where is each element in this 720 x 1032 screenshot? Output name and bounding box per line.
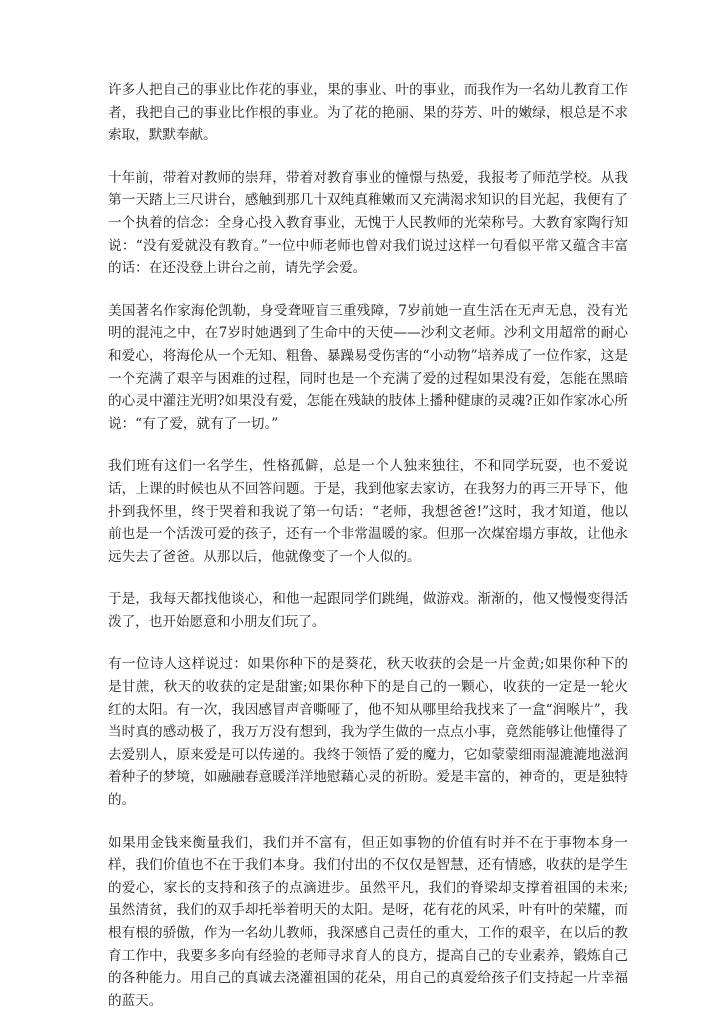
- paragraph-5: 于是，我每天都找他谈心，和他一起跟同学们跳绳，做游戏。渐渐的，他又慢慢变得活泼了，也开始愿意和小朋友们玩了。: [108, 591, 628, 630]
- paragraph-6: 有一位诗人这样说过：如果你种下的是葵花，秋天收获的会是一片金黄;如果你种下的是甘蔗，秋天的收获的定是甜蜜;如果你种下的是自己的一颗心，收获的一定是一轮火红的太阳。有一次，我因感冒声音嘶哑了，他不知从哪里给我找来了一盒“润喉片”，我当时真的感动极了，我万万没有想到，我为学生做的一点点小事，竟然能够让他懂得了去爱别人，原来爱是可以传递的。我终于领悟了爱的魔力，它如蒙蒙细雨湿漉漉地滋润着种子的梦境，如融融春意暖洋洋地慰藉心灵的祈盼。爱是丰富的，神奇的，更是独特的。: [108, 656, 628, 809]
- essay-body: [108, 79, 628, 1032]
- paragraph-2: 十年前，带着对教师的崇拜，带着对教育事业的憧憬与热爱，我报考了师范学校。从我第一天踏上三尺讲台，感触到那几十双纯真稚嫩而又充满渴求知识的目光起，我便有了一个执着的信念：全身心投入教育事业，无愧于人民教师的光荣称号。大教育家陶行知说：“没有爱就没有教育。”一位中师老师也曾对我们说过这样一句看似平常又蕴含丰富的话：在还没登上讲台之前，请先学会爱。: [108, 169, 628, 277]
- paragraph-4: 我们班有这们一名学生，性格孤僻，总是一个人独来独往，不和同学玩耍，也不爱说话，上课的时候也从不回答问题。于是，我到他家去家访，在我努力的再三开导下，他扑到我怀里，终于哭着和我说了第一句话：“老师，我想爸爸!”这时，我才知道，他以前也是一个活泼可爱的孩子，还有一个非常温暖的家。但那一次煤窑塌方事故，让他永远失去了爸爸。从那以后，他就像变了一个人似的。: [108, 458, 628, 565]
- paragraph-7: 如果用金钱来衡量我们，我们并不富有，但正如事物的价值有时并不在于事物本身一样，我们价值也不在于我们本身。我们付出的不仅仅是智慧，还有情感，收获的是学生的爱心，家长的支持和孩子的点滴进步。虽然平凡，我们的脊梁却支撑着祖国的未来;虽然清贫，我们的双手却托举着明天的太阳。是呀，花有花的风采，叶有叶的荣耀，而根有根的骄傲，作为一名幼儿教师，我深感自己责任的重大，工作的艰辛，在以后的教育工作中，我要多多向有经验的老师寻求育人的良方，提高自己的专业素养，锻炼自己的各种能力。用自己的真诚去浇灌祖国的花朵，用自己的真爱给孩子们支持起一片幸福的蓝天。: [108, 834, 628, 1009]
- paragraph-3: 美国著名作家海伦凯勒，身受聋哑盲三重残障，7岁前她一直生活在无声无息，没有光明的混沌之中，在7岁时她遇到了生命中的天使——沙利文老师。沙利文用超常的耐心和爱心，将海伦从一个无知、粗鲁、暴躁易受伤害的“小动物”培养成了一位作家，这是一个充满了艰辛与困难的过程，同时也是一个充满了爱的过程如果没有爱，怎能在黑暗的心灵中灌注光明?如果没有爱，怎能在残缺的肢体上播种健康的灵魂?正如作家冰心所说：“有了爱，就有了一切。”: [108, 302, 628, 432]
- paragraph-1: 许多人把自己的事业比作花的事业，果的事业、叶的事业，而我作为一名幼儿教育工作者，我把自己的事业比作根的事业。为了花的艳丽、果的芬芳、叶的嫩绿，根总是不求索取，默默奉献。: [108, 82, 628, 144]
